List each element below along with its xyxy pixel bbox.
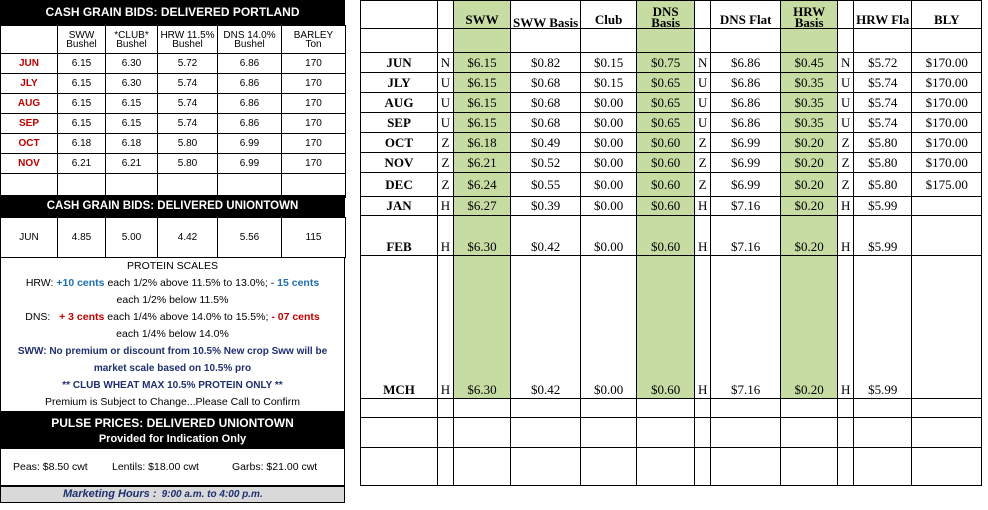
uniontown-val: 115: [282, 218, 346, 258]
grid-club: $0.15: [581, 53, 637, 73]
uniontown-val: 4.85: [58, 218, 106, 258]
grid-month: JLY: [361, 73, 438, 93]
portland-title: CASH GRAIN BIDS: DELIVERED PORTLAND: [0, 0, 345, 25]
portland-header-row: [1, 26, 346, 54]
grid-month: DEC: [361, 173, 438, 197]
grid-contract-code: U: [695, 73, 711, 93]
portland-value: 5.80: [158, 134, 218, 154]
portland-value: 6.15: [58, 94, 106, 114]
grid-hrw-basis: $0.20: [781, 197, 838, 216]
protein-hrw-line: HRW: +10 cents each 1/2% above 11.5% to 13.0%; - 15 cents: [25, 277, 320, 289]
grid-row: [361, 256, 982, 399]
grid-header-dns-basis: DNS Basis: [637, 1, 695, 29]
portland-value: 170: [282, 54, 346, 74]
portland-value: 6.21: [58, 154, 106, 174]
grid-dns-basis: $0.65: [637, 73, 695, 93]
grid-dns-basis: $0.65: [637, 93, 695, 113]
grid-header-row: [361, 1, 982, 29]
grid-spacer-row: [361, 29, 982, 53]
grid-bly: $175.00: [912, 173, 982, 197]
grid-bly: $170.00: [912, 53, 982, 73]
portland-month: OCT: [1, 134, 58, 154]
grid-row: [361, 197, 982, 216]
portland-spacer-row: [1, 174, 346, 198]
portland-value: 170: [282, 134, 346, 154]
protein-premium-line: Premium is Subject to Change...Please Call to Confirm: [44, 396, 301, 408]
grid-club: $0.00: [581, 173, 637, 197]
grid-dns-basis: $0.60: [637, 153, 695, 173]
portland-table: [0, 25, 346, 198]
grid-contract-code: U: [438, 93, 454, 113]
grid-empty-row: [361, 399, 982, 418]
portland-row: [1, 114, 346, 134]
grid-sww: $6.18: [454, 133, 511, 153]
portland-month: SEP: [1, 114, 58, 134]
grid-sww-basis: $0.55: [511, 173, 581, 197]
grid-hrw-flat: $5.99: [854, 197, 912, 216]
uniontown-val: 4.42: [158, 218, 218, 258]
grid-contract-code: N: [838, 53, 854, 73]
grid-contract-code: Z: [438, 133, 454, 153]
portland-value: 6.15: [58, 114, 106, 134]
pulse-subtitle: Provided for Indication Only: [98, 433, 247, 445]
grid-header-club: Club: [581, 1, 637, 29]
grid-dns-basis: $0.60: [637, 216, 695, 256]
portland-col-hrw: HRW 11.5% Bushel: [158, 26, 218, 54]
grid-hrw-basis: $0.20: [781, 256, 838, 399]
grid-club: $0.00: [581, 256, 637, 399]
grid-club: $0.00: [581, 133, 637, 153]
grid-contract-code: U: [438, 113, 454, 133]
grid-sww-basis: $0.68: [511, 73, 581, 93]
grid-contract-code: H: [438, 216, 454, 256]
grid-dns-flat: $6.86: [711, 53, 781, 73]
grid-sww-basis: $0.68: [511, 113, 581, 133]
grid-row: [361, 73, 982, 93]
grid-row: [361, 113, 982, 133]
grid-month: AUG: [361, 93, 438, 113]
grid-club: $0.15: [581, 73, 637, 93]
grid-contract-code: H: [695, 197, 711, 216]
portland-row: [1, 134, 346, 154]
grid-sww-basis: $0.42: [511, 256, 581, 399]
protein-dns-tail: each 1/4% below 14.0%: [116, 328, 229, 340]
portland-value: 6.30: [106, 74, 158, 94]
grid-hrw-flat: $5.74: [854, 113, 912, 133]
portland-col-club: *CLUB* Bushel: [106, 26, 158, 54]
grid-contract-code: H: [838, 216, 854, 256]
grid-contract-code: U: [838, 93, 854, 113]
pulse-prices: [0, 448, 345, 486]
grid-bly: [912, 216, 982, 256]
grid-month: OCT: [361, 133, 438, 153]
grid-dns-flat: $7.16: [711, 216, 781, 256]
grid-dns-basis: $0.65: [637, 113, 695, 133]
grid-sww-basis: $0.39: [511, 197, 581, 216]
grid-contract-code: U: [695, 113, 711, 133]
portland-value: 170: [282, 154, 346, 174]
grid-row: [361, 53, 982, 73]
grid-contract-code: Z: [838, 153, 854, 173]
grid-header-sww-basis: SWW Basis: [511, 1, 581, 29]
grid-hrw-basis: $0.45: [781, 53, 838, 73]
portland-value: 170: [282, 74, 346, 94]
futures-grid: [360, 0, 982, 486]
protein-sww-line1: SWW: No premium or discount from 10.5% New crop Sww will be: [17, 346, 328, 357]
portland-col-dns: DNS 14.0% Bushel: [218, 26, 282, 54]
portland-value: 6.15: [58, 54, 106, 74]
portland-month: NOV: [1, 154, 58, 174]
grid-hrw-flat: $5.80: [854, 173, 912, 197]
grid-sww: $6.30: [454, 256, 511, 399]
grid-contract-code: H: [838, 256, 854, 399]
uniontown-row: [1, 218, 346, 258]
grid-row: [361, 173, 982, 197]
portland-value: 5.74: [158, 114, 218, 134]
grid-bly: $170.00: [912, 113, 982, 133]
portland-value: 6.86: [218, 94, 282, 114]
portland-month: AUG: [1, 94, 58, 114]
portland-col-barley: BARLEY Ton: [282, 26, 346, 54]
futures-table: [360, 0, 982, 486]
grid-sww-basis: $0.82: [511, 53, 581, 73]
grid-row: [361, 216, 982, 256]
portland-value: 6.15: [58, 74, 106, 94]
grid-sww-basis: $0.49: [511, 133, 581, 153]
grid-dns-basis: $0.60: [637, 133, 695, 153]
grid-club: $0.00: [581, 113, 637, 133]
portland-value: 6.30: [106, 54, 158, 74]
grid-contract-code: Z: [438, 153, 454, 173]
grid-dns-flat: $7.16: [711, 197, 781, 216]
uniontown-month: JUN: [1, 218, 58, 258]
grid-contract-code: N: [438, 53, 454, 73]
protein-club-line: ** CLUB WHEAT MAX 10.5% PROTEIN ONLY **: [62, 380, 283, 391]
grid-contract-code: U: [438, 73, 454, 93]
grid-dns-flat: $7.16: [711, 256, 781, 399]
grid-hrw-basis: $0.20: [781, 216, 838, 256]
portland-value: 5.72: [158, 54, 218, 74]
grid-contract-code: N: [695, 53, 711, 73]
grid-sww-basis: $0.68: [511, 93, 581, 113]
protein-hrw-tail: each 1/2% below 11.5%: [116, 294, 229, 306]
grid-contract-code: H: [695, 216, 711, 256]
grid-contract-code: Z: [695, 173, 711, 197]
pulse-lentils: Lentils: $18.00 cwt: [112, 461, 199, 473]
grid-month: NOV: [361, 153, 438, 173]
left-panel: [0, 0, 345, 510]
marketing-hours: Marketing Hours : 9:00 a.m. to 4:00 p.m.: [0, 486, 345, 503]
portland-value: 5.80: [158, 154, 218, 174]
portland-body: [1, 54, 346, 174]
grid-contract-code: Z: [695, 153, 711, 173]
pulse-peas: Peas: $8.50 cwt: [13, 461, 88, 473]
grid-month: SEP: [361, 113, 438, 133]
grid-hrw-flat: $5.99: [854, 256, 912, 399]
grid-bly: $170.00: [912, 153, 982, 173]
grid-dns-flat: $6.86: [711, 73, 781, 93]
grid-dns-basis: $0.60: [637, 256, 695, 399]
grid-club: $0.00: [581, 153, 637, 173]
grid-header-sww: SWW: [454, 1, 511, 29]
portland-value: 6.15: [106, 114, 158, 134]
portland-value: 6.15: [106, 94, 158, 114]
grid-hrw-flat: $5.80: [854, 153, 912, 173]
grid-contract-code: H: [695, 256, 711, 399]
grid-sww: $6.30: [454, 216, 511, 256]
grid-dns-flat: $6.86: [711, 113, 781, 133]
portland-row: [1, 94, 346, 114]
portland-col-sww: SWW Bushel: [58, 26, 106, 54]
grid-bly: $170.00: [912, 133, 982, 153]
grid-sww: $6.15: [454, 53, 511, 73]
grid-month: FEB: [361, 216, 438, 256]
pulse-garbs: Garbs: $21.00 cwt: [232, 461, 318, 473]
grid-contract-code: H: [438, 256, 454, 399]
grid-dns-basis: $0.75: [637, 53, 695, 73]
grid-contract-code: U: [838, 73, 854, 93]
portland-value: 6.86: [218, 54, 282, 74]
protein-dns-line: DNS: + 3 cents each 1/4% above 14.0% to 15.5%; - 07 cents: [25, 311, 320, 323]
grid-contract-code: Z: [695, 133, 711, 153]
grid-sww: $6.15: [454, 73, 511, 93]
grid-club: $0.00: [581, 216, 637, 256]
grid-club: $0.00: [581, 197, 637, 216]
grid-club: $0.00: [581, 93, 637, 113]
grid-body: [361, 53, 982, 486]
portland-value: 170: [282, 114, 346, 134]
uniontown-val: 5.00: [106, 218, 158, 258]
portland-row: [1, 154, 346, 174]
grid-sww: $6.24: [454, 173, 511, 197]
grid-contract-code: Z: [838, 173, 854, 197]
portland-value: 170: [282, 94, 346, 114]
grid-sww: $6.21: [454, 153, 511, 173]
protein-sww-line2: market scale based on 10.5% pro: [93, 363, 252, 374]
portland-value: 6.99: [218, 134, 282, 154]
grid-month: JUN: [361, 53, 438, 73]
portland-value: 6.86: [218, 114, 282, 134]
grid-hrw-flat: $5.74: [854, 93, 912, 113]
grid-sww-basis: $0.42: [511, 216, 581, 256]
grid-dns-flat: $6.99: [711, 133, 781, 153]
grid-month: JAN: [361, 197, 438, 216]
grid-month: MCH: [361, 256, 438, 399]
grid-hrw-flat: $5.99: [854, 216, 912, 256]
grid-dns-basis: $0.60: [637, 197, 695, 216]
portland-row: [1, 54, 346, 74]
grid-row: [361, 133, 982, 153]
protein-scales: [0, 257, 345, 412]
grid-hrw-basis: $0.35: [781, 73, 838, 93]
pulse-header: [0, 412, 345, 448]
portland-value: 5.74: [158, 94, 218, 114]
grid-hrw-flat: $5.72: [854, 53, 912, 73]
portland-value: 6.18: [106, 134, 158, 154]
grid-sww: $6.27: [454, 197, 511, 216]
grid-sww: $6.15: [454, 113, 511, 133]
grid-bly: $170.00: [912, 93, 982, 113]
grid-hrw-basis: $0.20: [781, 153, 838, 173]
grid-header-blank: [361, 1, 438, 29]
portland-month: JUN: [1, 54, 58, 74]
grid-contract-code: H: [838, 197, 854, 216]
grid-row: [361, 93, 982, 113]
portland-month: JLY: [1, 74, 58, 94]
grid-contract-code: U: [695, 93, 711, 113]
portland-value: 6.99: [218, 154, 282, 174]
grid-sww: $6.15: [454, 93, 511, 113]
portland-row: [1, 74, 346, 94]
grid-dns-flat: $6.86: [711, 93, 781, 113]
grid-empty-row: [361, 418, 982, 448]
grid-hrw-flat: $5.74: [854, 73, 912, 93]
uniontown-val: 5.56: [218, 218, 282, 258]
grid-contract-code: Z: [438, 173, 454, 197]
pulse-title: PULSE PRICES: DELIVERED UNIONTOWN: [51, 416, 294, 430]
grid-dns-flat: $6.99: [711, 153, 781, 173]
grid-hrw-basis: $0.35: [781, 113, 838, 133]
portland-value: 6.18: [58, 134, 106, 154]
grid-hrw-basis: $0.20: [781, 173, 838, 197]
portland-header-blank: [1, 26, 58, 54]
grid-bly: $170.00: [912, 73, 982, 93]
grid-sww-basis: $0.52: [511, 153, 581, 173]
portland-value: 5.74: [158, 74, 218, 94]
portland-value: 6.21: [106, 154, 158, 174]
grid-header-hrw-basis: HRW Basis: [781, 1, 838, 29]
grid-header-dns-flat: DNS Flat: [711, 1, 781, 29]
uniontown-table: [0, 217, 346, 258]
grid-dns-flat: $6.99: [711, 173, 781, 197]
grid-contract-code: H: [438, 197, 454, 216]
grid-hrw-flat: $5.80: [854, 133, 912, 153]
portland-value: 6.86: [218, 74, 282, 94]
grid-contract-code: U: [838, 113, 854, 133]
grid-bly: [912, 256, 982, 399]
protein-title: PROTEIN SCALES: [126, 260, 219, 272]
grid-row: [361, 153, 982, 173]
uniontown-title: CASH GRAIN BIDS: DELIVERED UNIONTOWN: [0, 195, 345, 217]
grid-empty-row: [361, 448, 982, 486]
grid-hrw-basis: $0.20: [781, 133, 838, 153]
grid-contract-code: Z: [838, 133, 854, 153]
grid-bly: [912, 197, 982, 216]
grid-hrw-basis: $0.35: [781, 93, 838, 113]
grid-dns-basis: $0.60: [637, 173, 695, 197]
grid-header-hrw-flat: HRW Fla: [854, 1, 912, 29]
grid-header-bly: BLY: [912, 1, 982, 29]
